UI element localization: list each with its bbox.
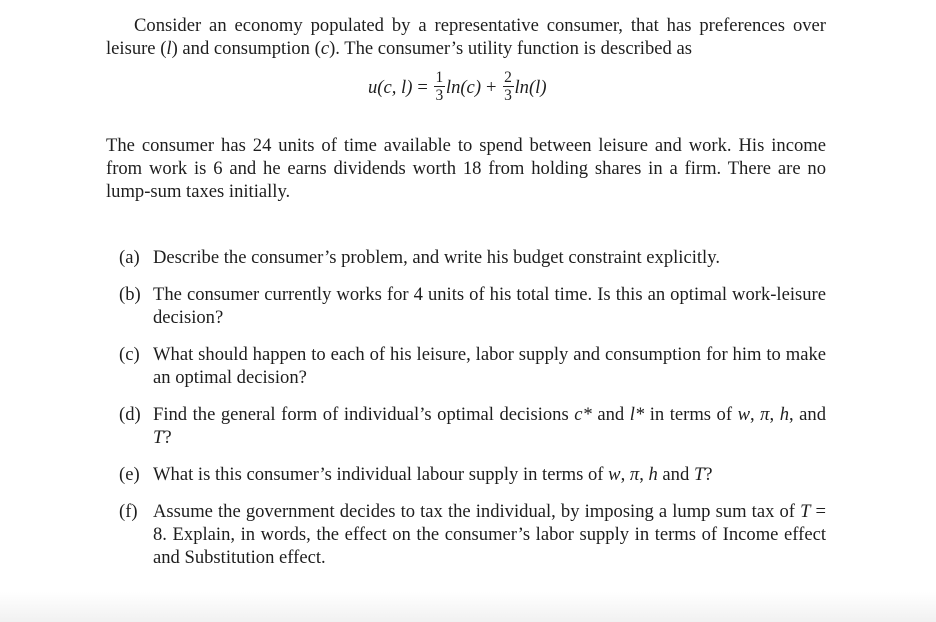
- question-text: [153, 463, 826, 486]
- question-label: (c): [119, 344, 140, 365]
- question-text-part: ?: [704, 464, 713, 485]
- question-label: (d): [119, 404, 141, 425]
- var-tax: T: [800, 501, 811, 522]
- var-hours: h: [779, 404, 789, 425]
- question-text-part: ?: [163, 427, 172, 448]
- var-hours: h: [648, 464, 658, 485]
- log-leisure-term: ln(l): [514, 77, 547, 98]
- separator: ,: [749, 404, 761, 425]
- fraction-one-third: [434, 69, 445, 104]
- intro-text: ) and consumption (: [171, 38, 321, 59]
- var-profit: π: [760, 404, 770, 425]
- var-wage: w: [737, 404, 750, 425]
- intro-text: ). The consumer’s utility function is described as: [329, 38, 692, 59]
- question-label: (f): [119, 501, 138, 522]
- utility-equation: [106, 64, 826, 122]
- question-text: The consumer currently works for 4 units of his total time. Is this an optimal work-leisure decision?: [153, 284, 826, 328]
- var-wage: w: [608, 464, 621, 485]
- separator: ,: [769, 404, 780, 425]
- var-l-star: l*: [629, 404, 645, 425]
- var-profit: π: [629, 464, 640, 485]
- var-leisure: l: [166, 38, 172, 59]
- question-c: [106, 343, 826, 389]
- separator: ,: [639, 464, 649, 485]
- var-tax: T: [693, 464, 705, 485]
- question-e: [106, 463, 826, 486]
- question-text: What should happen to each of his leisure, labor supply and consumption for him to make an optimal decision?: [153, 344, 826, 388]
- question-text-part: Find the general form of individual’s optimal decisions: [153, 404, 575, 425]
- fraction-denominator: 3: [435, 87, 444, 104]
- separator: ,: [620, 464, 630, 485]
- question-text-part: and: [657, 464, 694, 485]
- question-text: [153, 500, 826, 569]
- question-text-part: . Explain, in words, the effect on the consumer’s labor supply in terms of Income effect and Substitution effect.: [153, 524, 826, 568]
- question-text-part: Assume the government decides to tax the individual, by imposing a lump sum tax of: [153, 501, 801, 522]
- time-income-paragraph: The consumer has 24 units of time available to spend between leisure and work. His income from work is 6 and he earns dividends worth 18 from holding shares in a firm. There are no lump-sum taxes initially.: [106, 135, 826, 202]
- question-f: [106, 500, 826, 569]
- question-text-part: , and: [788, 404, 827, 425]
- question-label: (e): [119, 464, 140, 485]
- question-text-part: and: [591, 404, 630, 425]
- var-tax: T: [153, 427, 164, 448]
- document-page: [106, 14, 826, 583]
- fraction-denominator: 3: [504, 87, 512, 104]
- intro-text: Consider an economy populated by a representative consumer, that has preferences over leisure (: [106, 15, 826, 59]
- question-d: [106, 403, 826, 449]
- var-consumption: c: [320, 38, 330, 59]
- question-text: [153, 403, 826, 449]
- fraction-numerator: 2: [504, 69, 512, 86]
- intro-paragraph: [106, 14, 826, 60]
- equation-lhs: u(c, l): [368, 77, 413, 98]
- question-a: [106, 246, 826, 269]
- tax-value: = 8: [153, 501, 826, 545]
- question-label: (a): [119, 247, 140, 268]
- log-consumption-term: ln(c): [445, 77, 482, 98]
- question-text-part: What is this consumer’s individual labour supply in terms of: [153, 464, 609, 485]
- fraction-two-thirds: [503, 69, 514, 104]
- fraction-numerator: 1: [435, 69, 444, 86]
- question-text: Describe the consumer’s problem, and write his budget constraint explicitly.: [153, 247, 720, 268]
- question-label: (b): [119, 284, 141, 305]
- page-bottom-shadow: [0, 592, 936, 622]
- plus-sign: +: [486, 77, 497, 98]
- question-text-part: in terms of: [644, 404, 738, 425]
- question-b: [106, 283, 826, 329]
- var-c-star: c*: [574, 404, 592, 425]
- question-list: [106, 246, 826, 569]
- equals-sign: =: [417, 77, 428, 98]
